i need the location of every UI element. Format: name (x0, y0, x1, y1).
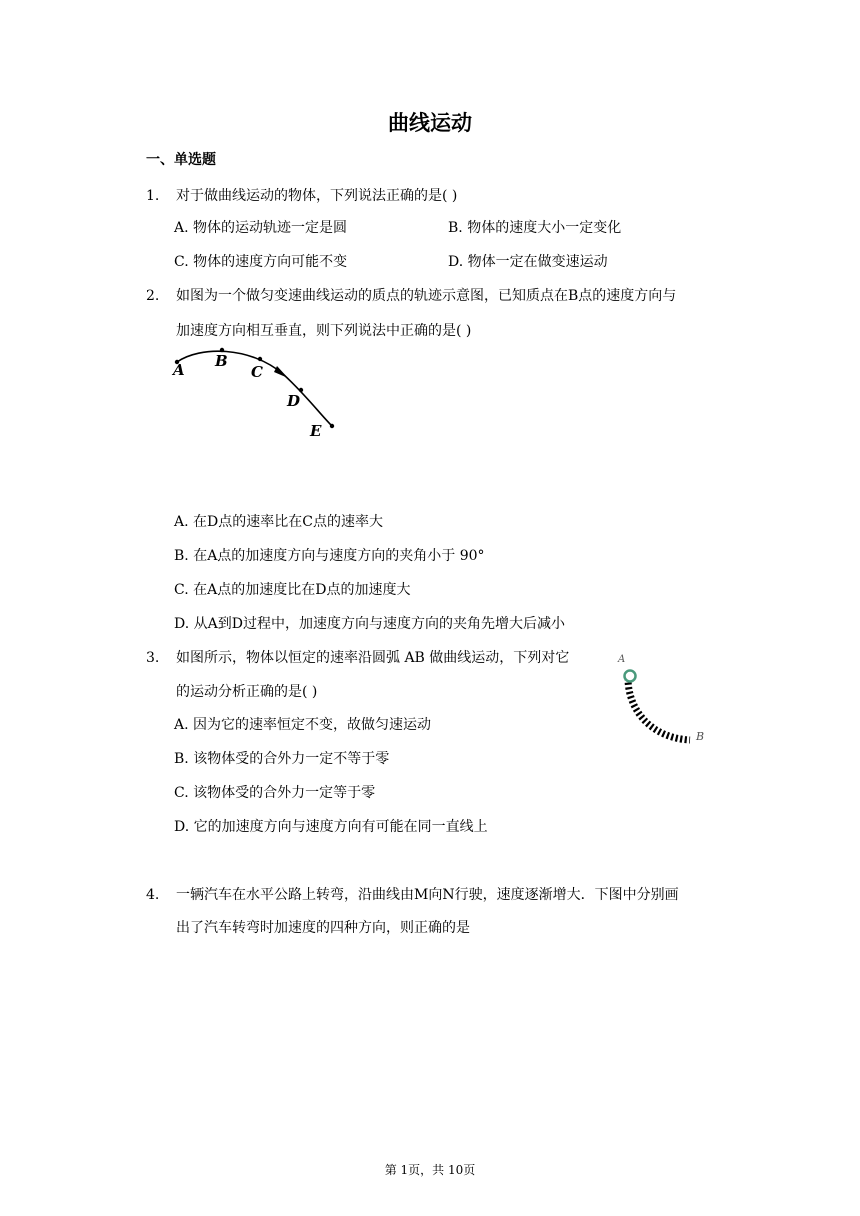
question-1-option-c: C. 物体的速度方向可能不变 (174, 254, 348, 270)
question-1-number: 1. (146, 188, 160, 204)
label-c: C (251, 363, 263, 381)
question-4-text-line-2: 出了汽车转弯时加速度的四种方向，则正确的是 (176, 920, 470, 936)
page-title: 曲线运动 (388, 110, 472, 135)
question-2-option-b: B. 在A点的加速度方向与速度方向的夹角小于 90° (174, 548, 485, 564)
label-arc-b: B (696, 730, 705, 743)
question-3-option-b: B. 该物体受的合外力一定不等于零 (174, 751, 390, 767)
page-footer: 第 1页，共 10页 (384, 1163, 476, 1177)
question-2-text-line-1: 如图为一个做匀变速曲线运动的质点的轨迹示意图，已知质点在B点的速度方向与 (176, 288, 677, 304)
arc-hatching (628, 678, 690, 740)
question-2-number: 2. (146, 288, 160, 304)
trajectory-figure (170, 344, 350, 444)
label-b: B (215, 352, 228, 370)
section-heading: 一、单选题 (146, 152, 216, 168)
question-3-option-c: C. 该物体受的合外力一定等于零 (174, 785, 376, 801)
question-1-text: 对于做曲线运动的物体，下列说法正确的是( ) (176, 188, 458, 204)
question-1-option-a: A. 物体的运动轨迹一定是圆 (174, 220, 348, 236)
question-1-option-d: D. 物体一定在做变速运动 (448, 254, 608, 270)
label-d: D (287, 392, 301, 410)
question-2-option-d: D. 从A到D过程中，加速度方向与速度方向的夹角先增大后减小 (174, 616, 565, 632)
arc-endpoint-a (625, 671, 636, 682)
question-3-option-a: A. 因为它的速率恒定不变，故做匀速运动 (174, 717, 432, 733)
question-3-option-d: D. 它的加速度方向与速度方向有可能在同一直线上 (174, 819, 488, 835)
question-3-text-line-1: 如图所示，物体以恒定的速率沿圆弧 AB 做曲线运动，下列对它 (176, 650, 570, 666)
question-3-number: 3. (146, 650, 160, 666)
question-1-option-b: B. 物体的速度大小一定变化 (448, 220, 622, 236)
velocity-arrow (274, 366, 288, 378)
point-c (258, 357, 262, 361)
label-arc-a: A (618, 654, 626, 665)
point-e (330, 424, 334, 428)
label-a: A (173, 361, 185, 379)
arc-figure (606, 650, 716, 750)
question-3-text-line-2: 的运动分析正确的是( ) (176, 684, 318, 700)
label-e: E (310, 422, 322, 440)
question-4-number: 4. (146, 887, 160, 903)
question-2-text-line-2: 加速度方向相互垂直，则下列说法中正确的是( ) (176, 323, 472, 339)
question-2-option-a: A. 在D点的速率比在C点的速率大 (174, 514, 383, 530)
question-4-text-line-1: 一辆汽车在水平公路上转弯，沿曲线由M向N行驶，速度逐渐增大．下图中分别画 (176, 887, 679, 903)
question-2-option-c: C. 在A点的加速度比在D点的加速度大 (174, 582, 411, 598)
